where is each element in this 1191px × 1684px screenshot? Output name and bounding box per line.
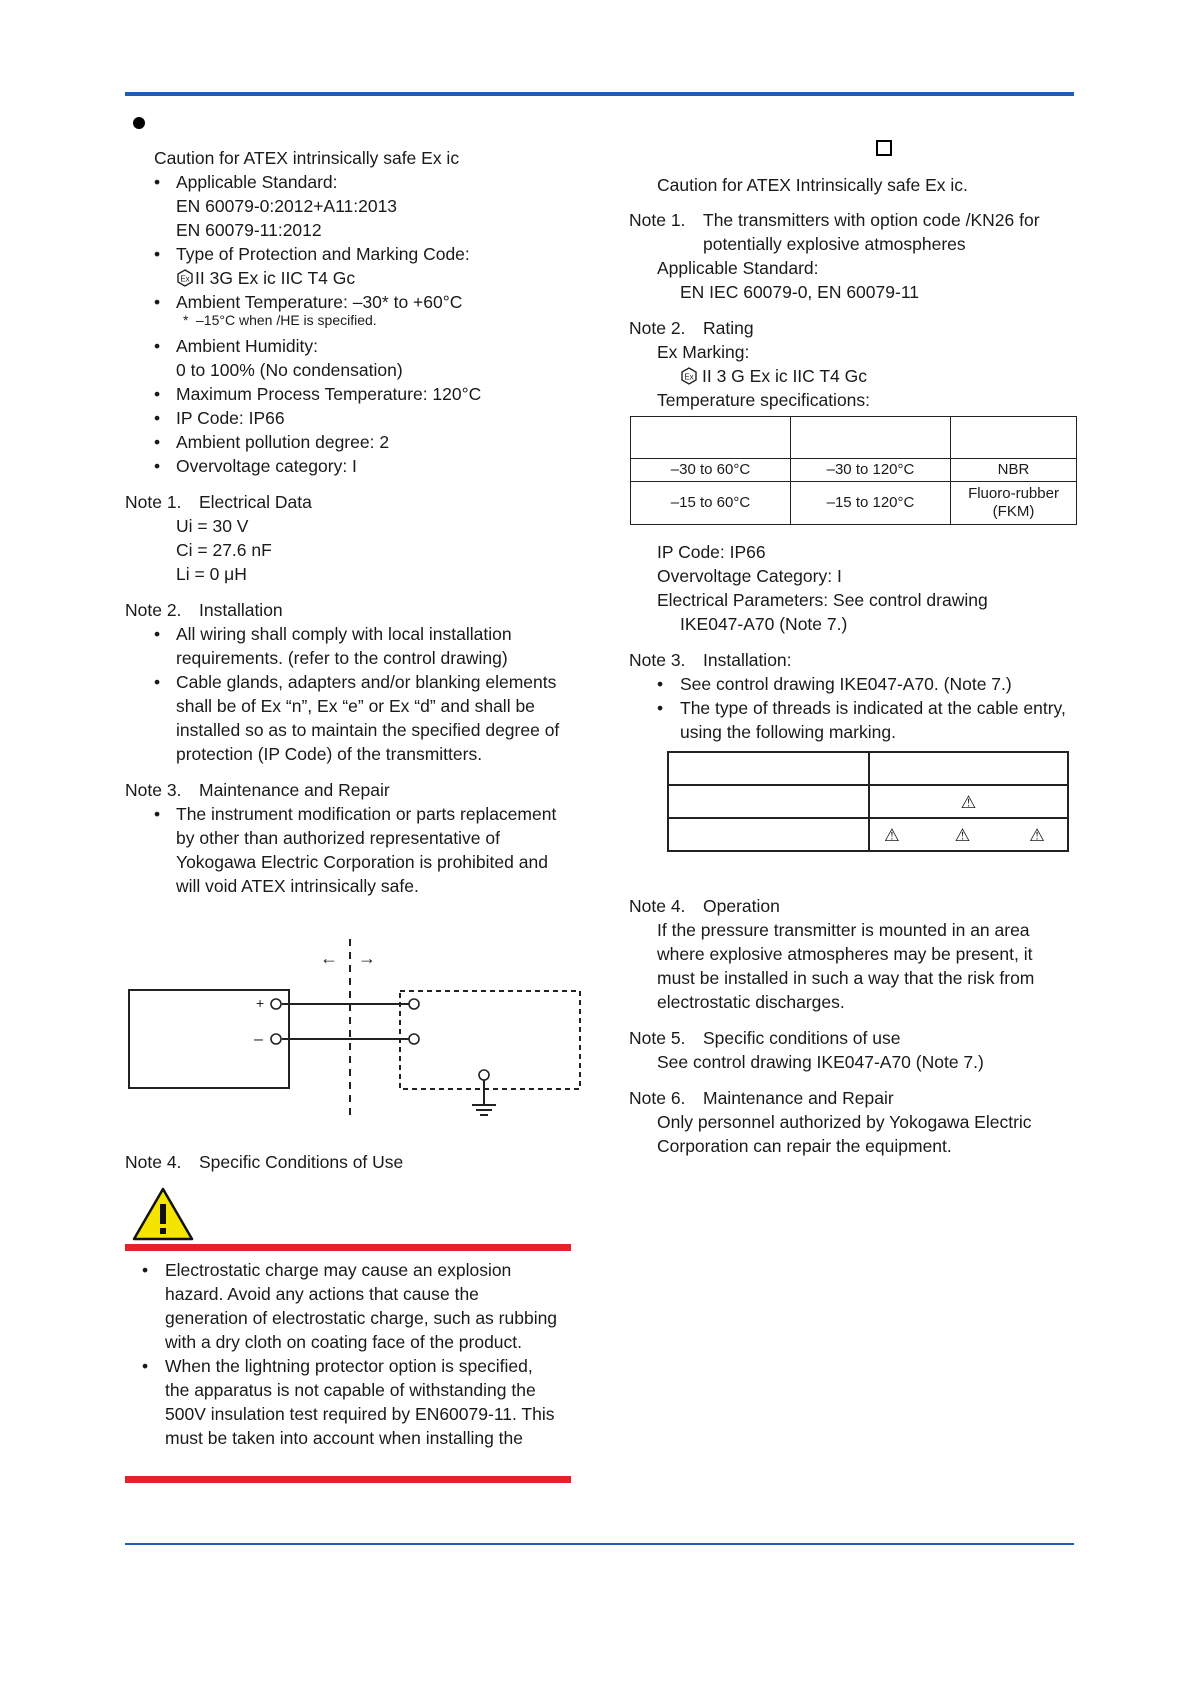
right-note1-number: Note 1. xyxy=(629,210,686,230)
footnote-text: –15°C when /HE is specified. xyxy=(196,312,377,328)
ground-terminal xyxy=(479,1070,489,1080)
warning-line: with a dry cloth on coating face of the product. xyxy=(165,1332,523,1352)
bullet-marker: • xyxy=(657,698,664,718)
operation-line: If the pressure transmitter is mounted in an area xyxy=(657,920,1030,940)
bullet-marker: • xyxy=(154,384,161,404)
bullet-marker: • xyxy=(154,336,161,356)
warning-line: generation of electrostatic charge, such as rubbing xyxy=(165,1308,558,1328)
spec-overvoltage: Overvoltage category: I xyxy=(176,456,357,476)
repair-line: Corporation can repair the equipment. xyxy=(657,1136,952,1156)
repair-line: Only personnel authorized by Yokogawa Electric xyxy=(657,1112,1032,1132)
right-note2-title: Rating xyxy=(703,318,754,338)
maintenance-line: The instrument modification or parts replacement xyxy=(176,804,557,824)
ex-marking-label: Ex Marking: xyxy=(657,342,750,362)
warning-line: 500V insulation test required by EN60079-11. This xyxy=(165,1404,555,1424)
spec-humidity-label: Ambient Humidity: xyxy=(176,336,318,356)
spec-pollution-degree: Ambient pollution degree: 2 xyxy=(176,432,390,452)
warning-triangle-icon xyxy=(131,1186,195,1242)
footnote-star: * xyxy=(183,312,189,328)
warning-mark-icon: ⚠ xyxy=(1029,824,1045,845)
bullet-marker: • xyxy=(142,1260,149,1280)
right-control-drawing-ref: IKE047-A70 (Note 7.) xyxy=(680,614,848,634)
warning-mark-icon: ⚠ xyxy=(954,824,971,845)
left-note4-number: Note 4. xyxy=(125,1152,182,1172)
table-cell: –15 to 120°C xyxy=(791,482,951,525)
warning-line: must be taken into account when installing the xyxy=(165,1428,523,1448)
left-note3-title: Maintenance and Repair xyxy=(199,780,390,800)
warning-line: When the lightning protector option is specified, xyxy=(165,1356,533,1376)
conditions-line: See control drawing IKE047-A70 (Note 7.) xyxy=(657,1052,984,1072)
left-arrow-icon: ← xyxy=(320,948,338,968)
bullet-marker: • xyxy=(154,172,161,192)
table-cell: –30 to 120°C xyxy=(791,459,951,482)
bullet-marker: • xyxy=(154,244,161,264)
table-row xyxy=(668,785,1068,818)
right-note1-line: potentially explosive atmospheres xyxy=(703,234,966,254)
operation-line: electrostatic discharges. xyxy=(657,992,845,1012)
positive-terminal xyxy=(271,999,281,1009)
right-note1-line: The transmitters with option code /KN26 for xyxy=(703,210,1040,230)
right-installation-line: The type of threads is indicated at the cable entry, xyxy=(680,698,1066,718)
right-heading: Caution for ATEX Intrinsically safe Ex ic. xyxy=(657,175,968,195)
bullet-marker: • xyxy=(154,432,161,452)
table-cell: Fluoro-rubber (FKM) xyxy=(951,482,1077,525)
svg-text:Ex: Ex xyxy=(180,274,190,284)
ex-mark-icon xyxy=(680,367,698,385)
operation-line: where explosive atmospheres may be present, it xyxy=(657,944,1033,964)
right-note4-title: Operation xyxy=(703,896,780,916)
installation-line: installed so as to maintain the specified degree of xyxy=(176,720,560,740)
right-note6-number: Note 6. xyxy=(629,1088,686,1108)
ex-marking-value: II 3 G Ex ic IIC T4 Gc xyxy=(702,366,867,386)
transmitter-box xyxy=(129,990,289,1088)
plus-label: + xyxy=(256,995,265,1011)
installation-line: shall be of Ex “n”, Ex “e” or Ex “d” and shall be xyxy=(176,696,535,716)
bottom-rule xyxy=(125,1543,1074,1545)
right-arrow-icon: → xyxy=(358,948,376,968)
ex-mark-icon xyxy=(176,269,194,287)
bullet-marker: • xyxy=(154,672,161,692)
top-rule xyxy=(125,92,1074,96)
barrier-negative-terminal xyxy=(409,1034,419,1044)
section-checkbox-icon xyxy=(876,140,892,156)
right-note3-number: Note 3. xyxy=(629,650,686,670)
electrical-ui: Ui = 30 V xyxy=(176,516,249,536)
right-note6-title: Maintenance and Repair xyxy=(703,1088,894,1108)
barrier-positive-terminal xyxy=(409,999,419,1009)
bullet-marker: • xyxy=(154,804,161,824)
thread-marking-table xyxy=(667,751,1069,852)
spec-standard-line-1: EN 60079-0:2012+A11:2013 xyxy=(176,196,398,216)
spec-max-process-temperature: Maximum Process Temperature: 120°C xyxy=(176,384,482,404)
electrical-ci: Ci = 27.6 nF xyxy=(176,540,272,560)
bullet-marker: • xyxy=(154,408,161,428)
spec-standard-line-2: EN 60079-11:2012 xyxy=(176,220,322,240)
right-note5-title: Specific conditions of use xyxy=(703,1028,901,1048)
warning-line: Electrostatic charge may cause an explosion xyxy=(165,1260,512,1280)
temperature-spec-label: Temperature specifications: xyxy=(657,390,871,410)
wiring-diagram xyxy=(120,935,590,1125)
left-heading: Caution for ATEX intrinsically safe Ex ic xyxy=(154,148,460,168)
installation-line: requirements. (refer to the control drawing) xyxy=(176,648,508,668)
spec-ip-code: IP Code: IP66 xyxy=(176,408,285,428)
installation-line: Cable glands, adapters and/or blanking elements xyxy=(176,672,557,692)
right-note4-number: Note 4. xyxy=(629,896,686,916)
bullet-marker: • xyxy=(154,624,161,644)
right-installation-line: using the following marking. xyxy=(680,722,896,742)
minus-label: – xyxy=(254,1031,263,1048)
spec-ambient-temperature: Ambient Temperature: –30* to +60°C xyxy=(176,292,463,312)
spec-protection-label: Type of Protection and Marking Code: xyxy=(176,244,470,264)
right-standard-value: EN IEC 60079-0, EN 60079-11 xyxy=(680,282,919,302)
warning-mark-icon: ⚠ xyxy=(869,785,1068,818)
operation-line: must be installed in such a way that the risk from xyxy=(657,968,1035,988)
left-note1-number: Note 1. xyxy=(125,492,182,512)
table-header-row xyxy=(631,417,1077,459)
safety-barrier-box xyxy=(400,991,580,1089)
bullet-marker: • xyxy=(142,1356,149,1376)
right-overvoltage: Overvoltage Category: I xyxy=(657,566,842,586)
svg-text:Ex: Ex xyxy=(684,372,694,382)
warning-bottom-bar xyxy=(125,1476,571,1483)
spec-humidity-value: 0 to 100% (No condensation) xyxy=(176,360,403,380)
table-row xyxy=(668,818,1068,851)
left-note4-title: Specific Conditions of Use xyxy=(199,1152,404,1172)
installation-line: All wiring shall comply with local installation xyxy=(176,624,512,644)
table-row xyxy=(631,459,1077,482)
bullet-marker: • xyxy=(657,674,664,694)
right-note2-number: Note 2. xyxy=(629,318,686,338)
left-note2-title: Installation xyxy=(199,600,283,620)
warning-line: the apparatus is not capable of withstanding the xyxy=(165,1380,536,1400)
bullet-marker: • xyxy=(154,456,161,476)
temperature-table xyxy=(630,416,1077,525)
right-note5-number: Note 5. xyxy=(629,1028,686,1048)
warning-mark-icon: ⚠ xyxy=(884,824,900,845)
table-row xyxy=(631,482,1077,525)
table-cell: –30 to 60°C xyxy=(631,459,791,482)
maintenance-line: will void ATEX intrinsically safe. xyxy=(176,876,419,896)
table-cell: NBR xyxy=(951,459,1077,482)
left-note3-number: Note 3. xyxy=(125,780,182,800)
bullet-marker: • xyxy=(154,292,161,312)
right-electrical-params: Electrical Parameters: See control drawing xyxy=(657,590,988,610)
table-header-row xyxy=(668,752,1068,785)
maintenance-line: Yokogawa Electric Corporation is prohibited and xyxy=(176,852,548,872)
spec-standard-label: Applicable Standard: xyxy=(176,172,338,192)
electrical-li: Li = 0 μH xyxy=(176,564,247,584)
warning-top-bar xyxy=(125,1244,571,1251)
maintenance-line: by other than authorized representative of xyxy=(176,828,500,848)
negative-terminal xyxy=(271,1034,281,1044)
installation-line: protection (IP Code) of the transmitters. xyxy=(176,744,483,764)
spec-protection-marking: II 3G Ex ic IIC T4 Gc xyxy=(195,268,356,288)
right-standard-label: Applicable Standard: xyxy=(657,258,819,278)
right-note3-title: Installation: xyxy=(703,650,792,670)
table-cell: –15 to 60°C xyxy=(631,482,791,525)
left-note2-number: Note 2. xyxy=(125,600,182,620)
warning-line: hazard. Avoid any actions that cause the xyxy=(165,1284,479,1304)
right-installation-line: See control drawing IKE047-A70. (Note 7.) xyxy=(680,674,1012,694)
left-note1-title: Electrical Data xyxy=(199,492,312,512)
right-ip-code: IP Code: IP66 xyxy=(657,542,766,562)
section-bullet xyxy=(133,117,145,129)
